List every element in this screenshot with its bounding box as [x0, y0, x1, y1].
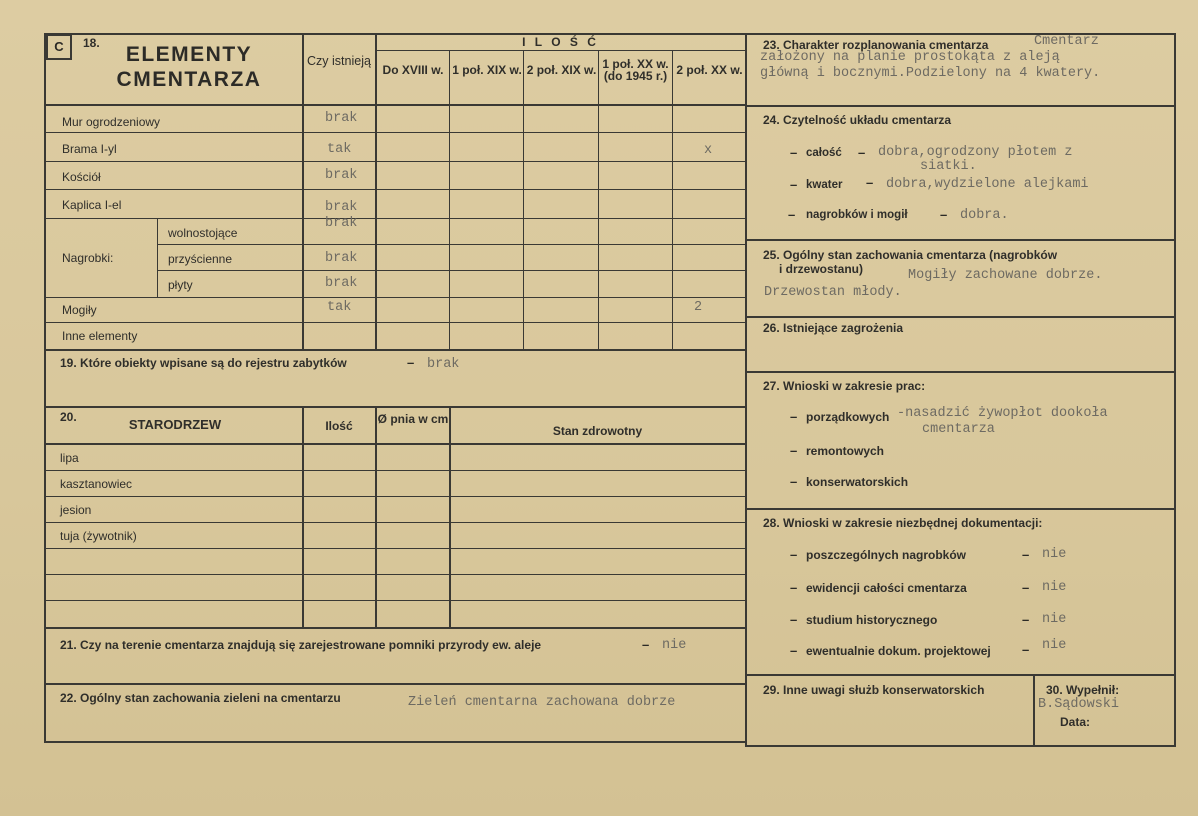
s18-row-line — [44, 189, 745, 190]
s18-group-label: Nagrobki: — [62, 251, 114, 265]
s24-dash: – — [866, 175, 874, 190]
s24-bottom-line — [745, 239, 1175, 241]
s18-exists-value: brak — [325, 200, 358, 215]
s20-number: 20. — [60, 410, 77, 424]
s18-col-line — [375, 33, 377, 349]
s20-row-line — [44, 548, 745, 549]
s30-label: 30. Wypełnił: — [1046, 683, 1120, 697]
s23-label: 23. Charakter rozplanowania cmentarza — [763, 38, 989, 52]
s18-row-line — [157, 244, 745, 245]
s20-title: STARODRZEW — [128, 417, 222, 432]
s20-col-line — [302, 406, 304, 627]
s18-col-line — [598, 50, 599, 349]
s18-row-label: przyścienne — [168, 252, 233, 266]
s18-nagrobki-divider — [157, 218, 158, 297]
s18-row-line — [44, 218, 745, 219]
s19-dash: – — [407, 355, 415, 370]
s27-item-value-2: cmentarza — [922, 422, 995, 437]
s28-dash: – — [790, 580, 798, 595]
s21-dash: – — [642, 637, 650, 652]
s27-dash: – — [790, 443, 798, 458]
s28-item-value: nie — [1042, 580, 1067, 595]
s28-item-label: ewidencji całości cmentarza — [806, 581, 967, 595]
s20-row-line — [44, 522, 745, 523]
s18-exists-value: brak — [325, 276, 358, 291]
frame-bottom-left — [44, 741, 745, 743]
s20-row-line — [44, 574, 745, 575]
s20-row-line — [44, 470, 745, 471]
s26-bottom-line — [745, 371, 1175, 373]
s25-value-1: Mogiły zachowane dobrze. — [908, 268, 1103, 283]
s24-dash: – — [790, 145, 798, 160]
s18-col-exists: Czy istnieją — [307, 54, 371, 68]
s24-item-value: dobra,ogrodzony płotem z — [878, 145, 1073, 160]
s30-date-label: Data: — [1060, 715, 1091, 729]
s30-name: B.Sądowski — [1038, 697, 1120, 712]
s23-value-3: główną i bocznymi.Podzielony na 4 kwatery. — [760, 66, 1101, 81]
s20-tree: lipa — [60, 451, 79, 465]
frame-top — [44, 33, 1176, 35]
s28-dash: – — [790, 643, 798, 658]
s18-bottom-line — [44, 349, 745, 351]
s20-row-line — [44, 600, 745, 601]
s18-exists-value: brak — [325, 111, 358, 126]
s29-s30-divider — [1033, 674, 1035, 746]
s18-col-ilosc: I L O Ś Ć — [522, 35, 599, 49]
s18-header-line — [44, 104, 745, 106]
s28-dash: – — [790, 547, 798, 562]
s18-exists-value: brak — [325, 216, 358, 231]
s18-col-line — [523, 50, 524, 349]
frame-left — [44, 33, 46, 742]
s18-row-label: Kościół — [62, 170, 101, 184]
s20-row-line — [44, 496, 745, 497]
s18-row-line — [44, 161, 745, 162]
s27-bottom-line — [745, 508, 1175, 510]
s27-item-label: remontowych — [806, 444, 885, 458]
s18-row-label: Kaplica I-el — [62, 198, 122, 212]
s18-row-label: Brama I-yl — [62, 142, 117, 156]
s23-value-1: Cmentarz — [1034, 34, 1099, 49]
s18-row-label: wolnostojące — [168, 226, 238, 240]
s20-col-line — [375, 406, 377, 627]
s20-tree: jesion — [60, 503, 92, 517]
s24-item-value: dobra,wydzielone alejkami — [886, 177, 1089, 192]
s18-exists-value: tak — [327, 142, 352, 157]
s28-item-label: ewentualnie dokum. projektowej — [806, 644, 991, 658]
s24-item-value-2: siatki. — [920, 159, 977, 174]
s27-item-label: porządkowych — [806, 410, 890, 424]
s21-value: nie — [662, 638, 687, 653]
s19-value: brak — [427, 357, 460, 372]
s18-row-label: Mur ogrodzeniowy — [62, 115, 161, 129]
s20-col-pnia: Ø pnia w cm — [377, 412, 449, 426]
s18-row-line — [44, 132, 745, 133]
form-letter: C — [46, 34, 72, 60]
s24-item-label: nagrobków i mogił — [806, 209, 908, 221]
s20-col-stan: Stan zdrowotny — [552, 424, 643, 438]
s28-item-value: nie — [1042, 638, 1067, 653]
s25-label-1: 25. Ogólny stan zachowania cmentarza (nagrobków — [763, 248, 1058, 262]
s28-bottom-line — [745, 674, 1175, 676]
s28-dash: – — [1022, 642, 1030, 657]
s21-bottom-line — [44, 683, 745, 685]
s18-exists-value: brak — [325, 168, 358, 183]
s24-item-label: kwater — [806, 179, 843, 191]
s28-dash: – — [1022, 580, 1030, 595]
s18-exists-value: tak — [327, 300, 352, 315]
s18-row-line — [157, 270, 745, 271]
s24-dash: – — [940, 207, 948, 222]
s20-col-ilosc: Ilość — [325, 419, 353, 433]
s19-bottom-line — [44, 406, 745, 408]
s18-row-label: Inne elementy — [62, 329, 138, 343]
s27-dash: – — [790, 409, 798, 424]
s26-label: 26. Istniejące zagrożenia — [763, 321, 904, 335]
s18-title-2: CMENTARZA — [116, 68, 262, 91]
s18-ilosc-line — [376, 50, 745, 51]
s27-item-label: konserwatorskich — [806, 475, 909, 489]
s24-label: 24. Czytelność układu cmentarza — [763, 113, 952, 127]
s28-item-value: nie — [1042, 547, 1067, 562]
s18-period-4: 1 poł. XX w. (do 1945 r.) — [602, 57, 669, 83]
s18-period-1: Do XVIII w. — [382, 63, 444, 77]
s18-period-5: 2 poł. XX w. — [676, 63, 743, 77]
s18-period-mark: 2 — [694, 300, 703, 315]
s24-dash: – — [788, 207, 796, 222]
s20-bottom-line — [44, 627, 745, 629]
s18-number: 18. — [83, 36, 100, 50]
s18-exists-value: brak — [325, 251, 358, 266]
s22-label: 22. Ogólny stan zachowania zieleni na cmentarzu — [60, 691, 341, 705]
s19-label: 19. Które obiekty wpisane są do rejestru zabytków — [60, 356, 347, 370]
frame-middle — [745, 33, 747, 747]
s18-col-line — [672, 50, 673, 349]
s28-item-value: nie — [1042, 612, 1067, 627]
s20-tree: kasztanowiec — [60, 477, 133, 491]
s28-dash: – — [790, 612, 798, 627]
s18-period-mark: x — [704, 143, 713, 158]
s18-period-3: 2 poł. XIX w. — [526, 63, 597, 77]
s27-label: 27. Wnioski w zakresie prac: — [763, 379, 926, 393]
frame-right — [1174, 33, 1176, 747]
s28-item-label: studium historycznego — [806, 613, 938, 627]
s29-label: 29. Inne uwagi służb konserwatorskich — [763, 683, 985, 697]
s24-item-label: całość — [806, 147, 842, 159]
s18-title-1: ELEMENTY — [125, 43, 253, 66]
s28-dash: – — [1022, 612, 1030, 627]
s25-bottom-line — [745, 316, 1175, 318]
s23-bottom-line — [745, 105, 1175, 107]
s20-col-line — [449, 406, 451, 627]
s18-col-line — [449, 50, 450, 349]
s28-dash: – — [1022, 547, 1030, 562]
s18-row-line — [44, 322, 745, 323]
s18-row-label: Mogiły — [62, 303, 97, 317]
s28-label: 28. Wnioski w zakresie niezbędnej dokumentacji: — [763, 516, 1043, 530]
s25-label-2: i drzewostanu) — [779, 262, 864, 276]
s20-tree: tuja (żywotnik) — [60, 529, 137, 543]
s18-row-label: płyty — [168, 278, 193, 292]
s27-dash: – — [790, 474, 798, 489]
s28-item-label: poszczególnych nagrobków — [806, 548, 967, 562]
s24-item-value: dobra. — [960, 208, 1009, 223]
s18-col-line — [302, 33, 304, 349]
s18-period-2: 1 poł. XIX w. — [452, 63, 522, 77]
s20-header-line — [44, 443, 745, 445]
s21-label: 21. Czy na terenie cmentarza znajdują się zarejestrowane pomniki przyrody ew. aleje — [60, 638, 542, 652]
s23-value-2: założony na planie prostokąta z aleją — [760, 50, 1060, 65]
s24-dash: – — [858, 145, 866, 160]
s25-value-2: Drzewostan młody. — [764, 285, 902, 300]
s18-row-line — [44, 297, 745, 298]
s22-value: Zieleń cmentarna zachowana dobrze — [408, 695, 676, 710]
s24-dash: – — [790, 177, 798, 192]
frame-bottom-right — [745, 745, 1175, 747]
s27-item-value: -nasadzić żywopłot dookoła — [897, 406, 1108, 421]
